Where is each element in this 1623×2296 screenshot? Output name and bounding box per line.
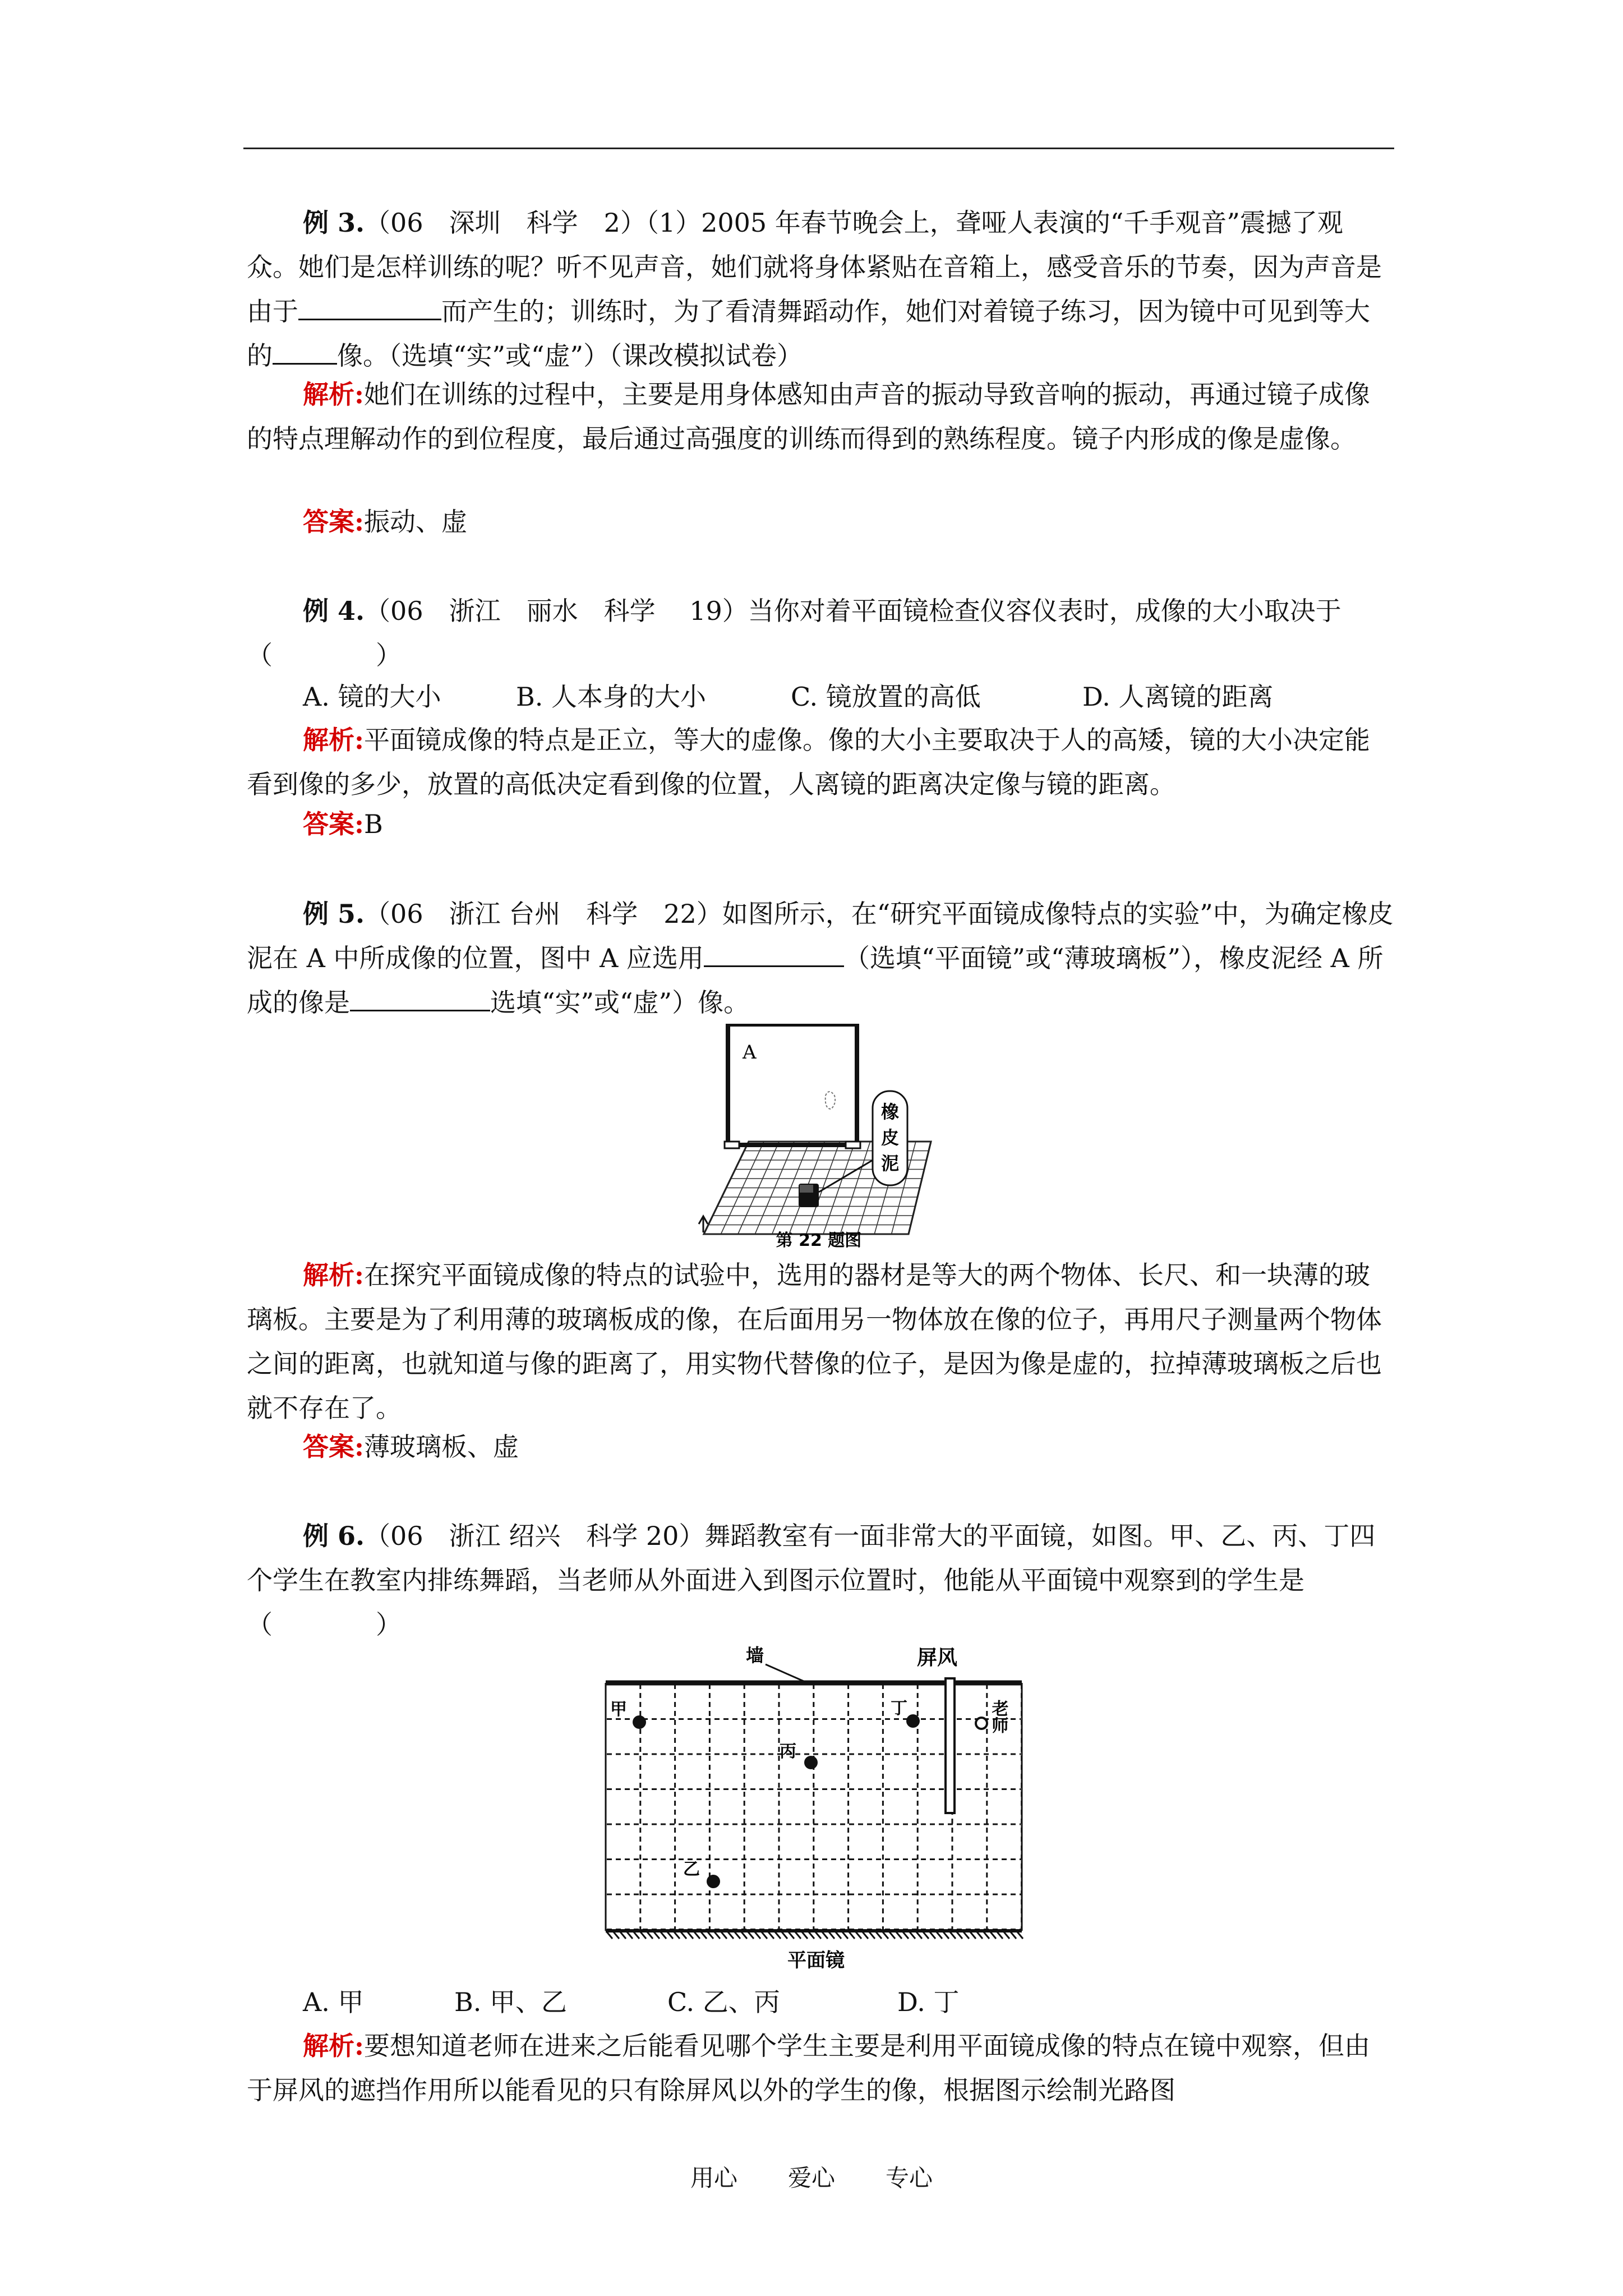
ex6-option-c: C. 乙、丙 xyxy=(667,1987,780,2017)
svg-text:甲: 甲 xyxy=(610,1700,627,1719)
footer-item-1: 用心 xyxy=(690,2164,737,2192)
svg-text:乙: 乙 xyxy=(683,1860,700,1879)
student-ding xyxy=(906,1714,920,1728)
ex6-analysis: 解析:要想知道老师在进来之后能看见哪个学生主要是利用平面镜成像的特点在镜中观察，但由于屏风的遮挡作用所以能看见的只有除屏风以外的学生的像，根据图示绘制光路图 xyxy=(247,2031,1370,2105)
footer-item-2: 爱心 xyxy=(787,2164,835,2192)
ex6-figure xyxy=(594,1639,1032,1976)
page-footer xyxy=(0,2160,1623,2193)
ex5-answer: 答案:薄玻璃板、虚 xyxy=(303,1432,519,1462)
ex6-question: 例 6.（06 浙江 绍兴 科学 20）舞蹈教室有一面非常大的平面镜，如图。甲、乙、丙、丁四个学生在教室内排练舞蹈，当老师从外面进入到图示位置时，他能从平面镜中观察到的学生是（ ） xyxy=(247,1521,1376,1640)
ex6-classroom-svg xyxy=(594,1639,1032,1976)
ex5-figure xyxy=(695,1024,942,1248)
ex5-apparatus-svg xyxy=(695,1024,942,1248)
header-rule xyxy=(243,148,1394,149)
ex3-answer: 答案:振动、虚 xyxy=(303,507,467,537)
teacher-label: 老师 xyxy=(988,1700,1008,1733)
ex5-blank-2 xyxy=(350,987,490,1011)
ex4-option-d: D. 人离镜的距离 xyxy=(1082,682,1274,712)
figure-caption: 第 22 题图 xyxy=(776,1231,862,1248)
ex4-option-c: C. 镜放置的高低 xyxy=(791,682,981,712)
ex3-analysis: 解析:她们在训练的过程中，主要是用身体感知由声音的振动导致音响的振动，再通过镜子成像的特点理解动作的到位程度，最后通过高强度的训练而得到的熟练程度。镜子内形成的像是虚像。 xyxy=(247,379,1370,454)
svg-text:橡: 橡 xyxy=(880,1101,900,1122)
ex3-blank-2 xyxy=(273,341,337,365)
ex5-question: 例 5.（06 浙江 台州 科学 22）如图所示，在“研究平面镜成像特点的实验”中，为确定橡皮泥在 A 中所成像的位置，图中 A 应选用 （选填“平面镜”或“薄玻璃板”），橡皮泥经 A 所成的像是 选填“实”或“虚”）像。 xyxy=(247,899,1394,1018)
ex3-question: 例 3.（06 深圳 科学 2）（1）2005 年春节晚会上，聋哑人表演的“千手观音”震撼了观众。她们是怎样训练的呢？听不见声音，她们就将身体紧贴在音箱上，感受音乐的节奏，因为声音是由于 而产生的；训练时，为了看清舞蹈动作，她们对着镜子练习，因为镜中可见到等大的 像。（选填“实”或“虚”）（课改模拟试卷） xyxy=(247,208,1382,371)
ex3-label: 例 3. xyxy=(303,208,365,238)
wall-label: 墙 xyxy=(746,1645,764,1666)
mirror-label: 平面镜 xyxy=(787,1949,845,1972)
ex5-blank-1 xyxy=(704,943,844,967)
ex6-option-a: A. 甲 xyxy=(303,1987,364,2017)
footer-item-3: 专心 xyxy=(886,2164,933,2192)
svg-text:皮: 皮 xyxy=(880,1127,900,1148)
svg-text:丁: 丁 xyxy=(891,1699,907,1718)
folding-screen xyxy=(946,1678,955,1813)
ex3-blank-1 xyxy=(298,296,441,320)
ex4-question: 例 4.（06 浙江 丽水 科学 19）当你对着平面镜检查仪容仪表时，成像的大小取决于（ ） xyxy=(247,596,1341,670)
ex5-analysis: 解析:在探究平面镜成像的特点的试验中，选用的器材是等大的两个物体、长尺、和一块薄的玻璃板。主要是为了利用薄的玻璃板成的像，在后面用另一物体放在像的位子，再用尺子测量两个物体之间的距离，也就知道与像的距离了，用实物代替像的位子，是因为像是虚的，拉掉薄玻璃板之后也就不存在了。 xyxy=(247,1260,1382,1423)
ex6-options xyxy=(303,1980,960,2024)
student-bing xyxy=(804,1756,818,1769)
teacher-marker xyxy=(976,1718,987,1729)
ex6-label: 例 6. xyxy=(303,1521,365,1551)
ex4-analysis: 解析:平面镜成像的特点是正立，等大的虚像。像的大小主要取决于人的高矮，镜的大小决定能看到像的多少，放置的高低决定看到像的位置，人离镜的距离决定像与镜的距离。 xyxy=(247,725,1370,799)
ex4-option-a: A. 镜的大小 xyxy=(303,682,441,712)
mirror-hatching xyxy=(607,1932,1023,1939)
ex4-option-b: B. 人本身的大小 xyxy=(516,682,707,712)
ex6-option-b: B. 甲、乙 xyxy=(454,1987,568,2017)
virtual-image xyxy=(826,1092,835,1109)
ex6-option-d: D. 丁 xyxy=(897,1987,960,2017)
ex5-label: 例 5. xyxy=(303,899,365,929)
svg-text:泥: 泥 xyxy=(880,1153,900,1174)
student-jia xyxy=(633,1715,646,1729)
student-yi xyxy=(707,1875,720,1888)
floor-grid xyxy=(607,1684,1022,1930)
screen-label: 屏风 xyxy=(917,1646,958,1669)
ex4-label: 例 4. xyxy=(303,596,365,626)
panel-label-a: A xyxy=(743,1041,757,1064)
ex4-answer: 答案:B xyxy=(303,809,383,839)
ex4-options xyxy=(303,675,1274,719)
svg-text:丙: 丙 xyxy=(780,1742,796,1761)
